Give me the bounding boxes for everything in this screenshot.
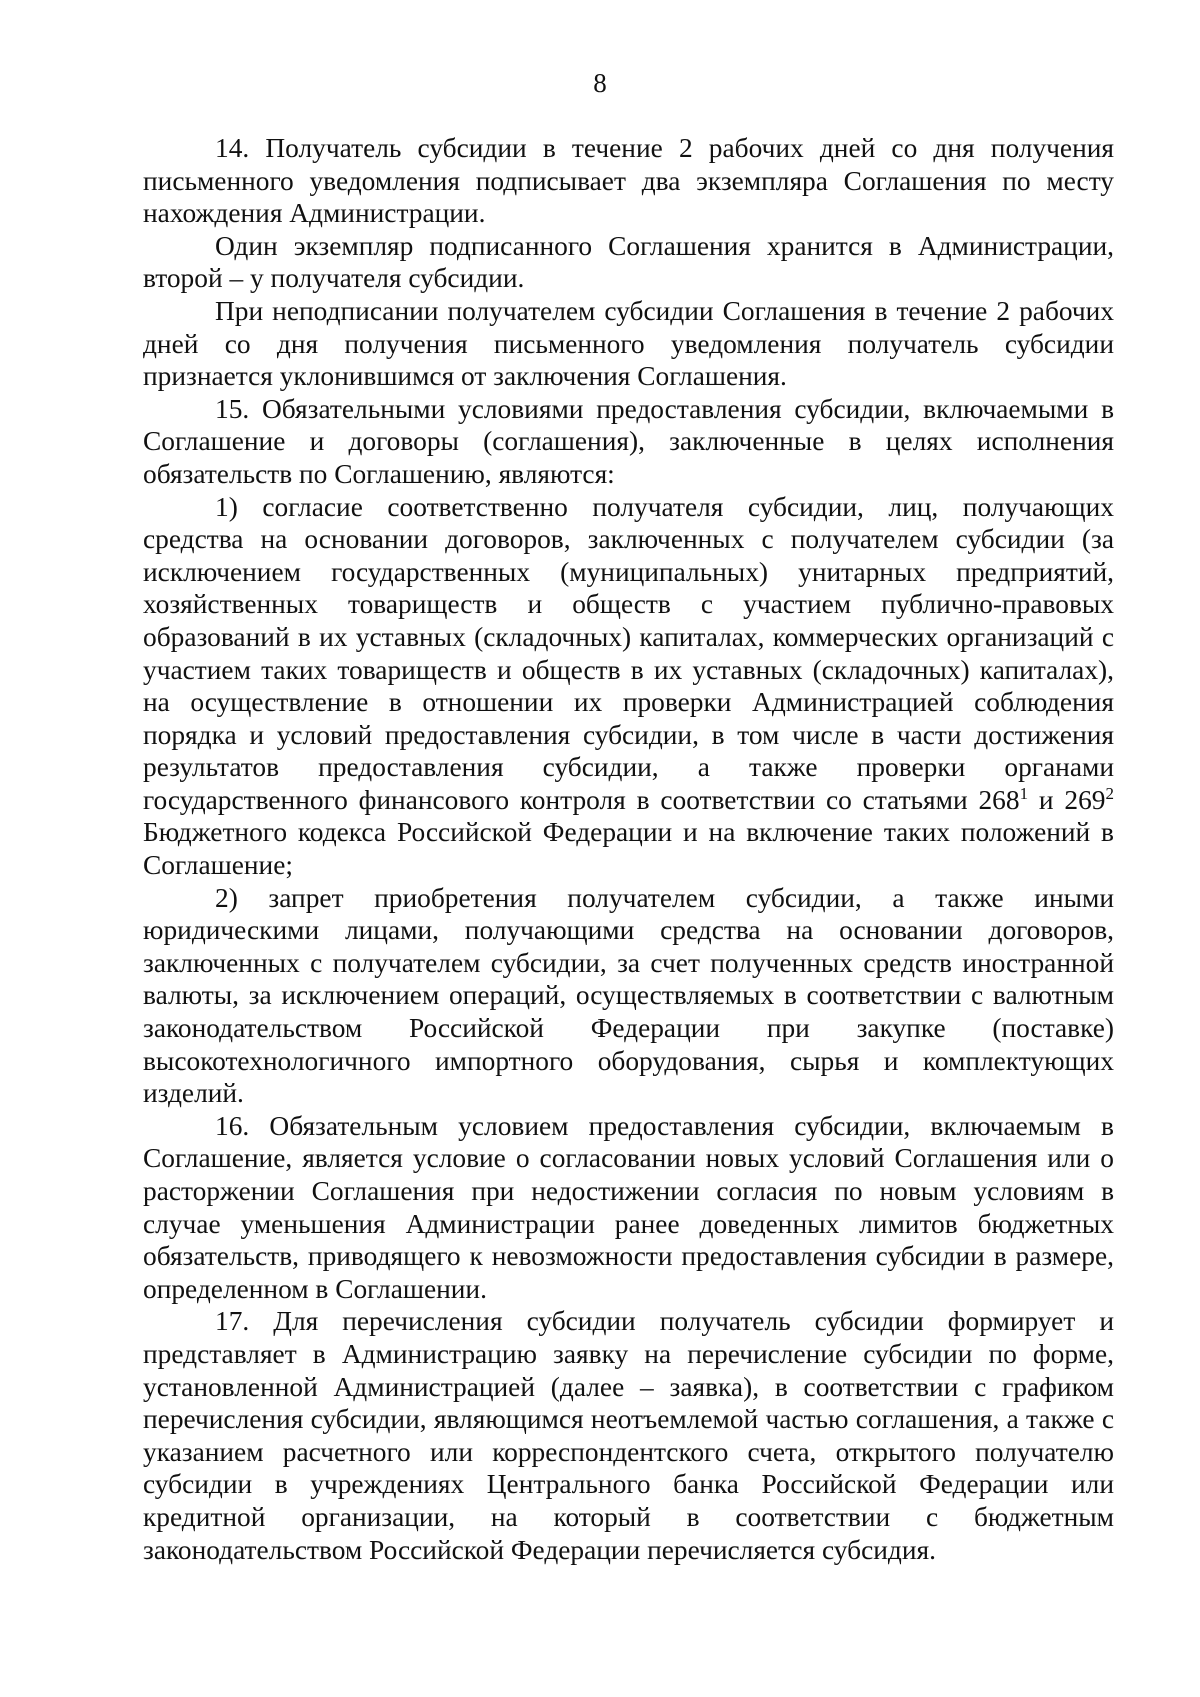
- paragraph-14-copies: Один экземпляр подписанного Соглашения хранится в Администрации, второй – у получателя субсидии.: [143, 230, 1114, 294]
- superscript-2: 2: [1105, 783, 1114, 803]
- paragraph-14: 14. Получатель субсидии в течение 2 рабочих дней со дня получения письменного уведомления подписывает два экземпляра Соглашения по месту нахождения Администрации.: [143, 133, 1114, 229]
- paragraph-14-evasion: При неподписании получателем субсидии Соглашения в течение 2 рабочих дней со дня получения письменного уведомления получатель субсидии признается уклонившимся от заключения Соглашения.: [143, 295, 1114, 392]
- paragraph-15-item-1-text-c: Бюджетного кодекса Российской Федерации и на включение таких положений в Соглашение;: [143, 817, 1114, 881]
- page-number: 8: [593, 68, 607, 98]
- paragraph-15-item-1-text-b: и 269: [1028, 784, 1106, 815]
- superscript-1: 1: [1019, 783, 1029, 803]
- paragraph-15-item-2: 2) запрет приобретения получателем субсидии, а также иными юридическими лицами, получающими средства на основании договоров, заключенных с получателем субсидии, за счет полученных средств иностранной валюты, за исключением операций, осуществляемых в соответствии с валютным законодательством Российской Федерации при закупке (поставке) высокотехнологичного импортного оборудования, сырья и комплектующих изделий.: [143, 882, 1114, 1109]
- paragraph-15-item-1-text-a: 1) согласие соответственно получателя субсидии, лиц, получающих средства на основании договоров, заключенных с получателем субсидии (за исключением государственных (муниципальных) унитарных предприятий, хозяйственных товариществ и обществ с участием публично-правовых образований в их уставных (складочных) капиталах, коммерческих организаций с участием таких товариществ и обществ в их уставных (складочных) капиталах), на осуществление в отношении их проверки Администрацией соблюдения порядка и условий предоставления субсидии, в том числе в части достижения результатов предоставления субсидии, а также проверки органами государственного финансового контроля в соответствии со статьями 268: [143, 491, 1114, 815]
- paragraph-17: 17. Для перечисления субсидии получатель субсидии формирует и представляет в Администрацию заявку на перечисление субсидии по форме, установленной Администрацией (далее – заявка), в соответствии с графиком перечисления субсидии, являющимся неотъемлемой частью соглашения, а также с указанием расчетного или корреспондентского счета, открытого получателю субсидии в учреждениях Центрального банка Российской Федерации или кредитной организации, на который в соответствии с бюджетным законодательством Российской Федерации перечисляется субсидия.: [143, 1306, 1114, 1565]
- paragraph-15: 15. Обязательными условиями предоставления субсидии, включаемыми в Соглашение и договоры (соглашения), заключенные в целях исполнения обязательств по Соглашению, являются:: [143, 393, 1114, 489]
- paragraph-16: 16. Обязательным условием предоставления субсидии, включаемым в Соглашение, является условие о согласовании новых условий Соглашения или о расторжении Соглашения при недостижении согласия по новым условиям в случае уменьшения Администрации ранее доведенных лимитов бюджетных обязательств, приводящего к невозможности предоставления субсидии в размере, определенном в Соглашении.: [143, 1110, 1114, 1304]
- paragraph-15-item-1: [143, 491, 1114, 882]
- document-body: [143, 132, 1114, 1566]
